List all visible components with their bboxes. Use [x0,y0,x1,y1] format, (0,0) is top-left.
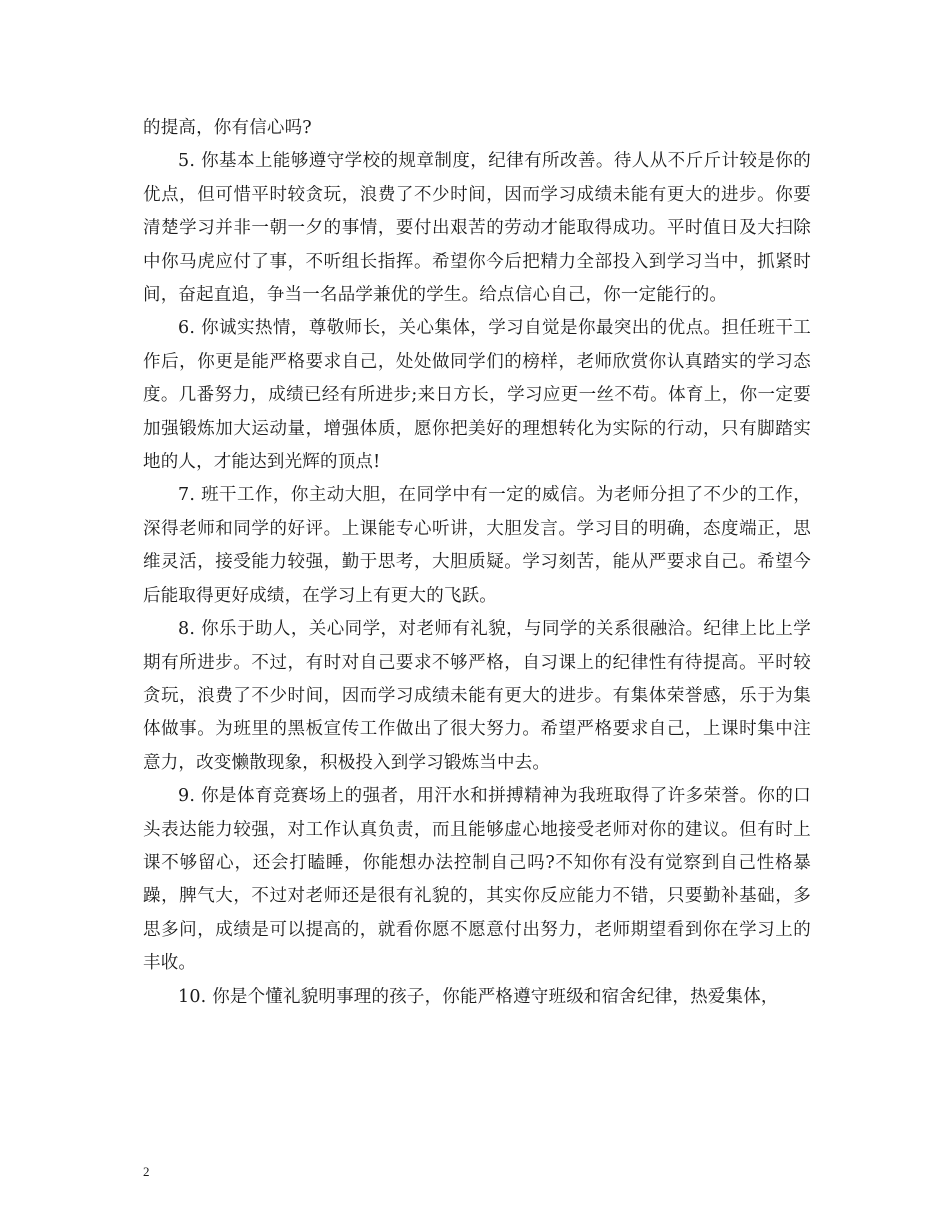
paragraph-item-8: 8. 你乐于助人，关心同学，对老师有礼貌，与同学的关系很融洽。纪律上比上学期有所进步。不过，有时对自己要求不够严格，自习课上的纪律性有待提高。平时较贪玩，浪费了不少时间，因而学习成绩未能有更大的进步。有集体荣誉感，乐于为集体做事。为班里的黑板宣传工作做出了很大努力。希望严格要求自己，上课时集中注意力，改变懒散现象，积极投入到学习锻炼当中去。 [143,619,811,773]
paragraph-item-6: 6. 你诚实热情，尊敬师长，关心集体，学习自觉是你最突出的优点。担任班干工作后，你更是能严格要求自己，处处做同学们的榜样，老师欣赏你认真踏实的学习态度。几番努力，成绩已经有所进步;来日方长，学习应更一丝不苟。体育上，你一定要加强锻炼加大运动量，增强体质，愿你把美好的理想转化为实际的行动，只有脚踏实地的人，才能达到光辉的顶点! [143,318,811,473]
paragraph-continuation: 的提高，你有信心吗? [143,118,312,138]
paragraph-item-10: 10. 你是个懂礼貌明事理的孩子，你能严格遵守班级和宿舍纪律，热爱集体， [178,986,779,1007]
paragraph-item-7: 7. 班干工作，你主动大胆，在同学中有一定的威信。为老师分担了不少的工作，深得老师和同学的好评。上课能专心听讲，大胆发言。学习目的明确，态度端正，思维灵活，接受能力较强，勤于思考，大胆质疑。学习刻苦，能从严要求自己。希望今后能取得更好成绩，在学习上有更大的飞跃。 [143,485,811,606]
document-body [143,112,811,1014]
paragraph-item-9: 9. 你是体育竞赛场上的强者，用汗水和拼搏精神为我班取得了许多荣誉。你的口头表达能力较强，对工作认真负责，而且能够虚心地接受老师对你的建议。但有时上课不够留心，还会打瞌睡，你能想办法控制自己吗?不知你有没有觉察到自己性格暴躁，脾气大，不过对老师还是很有礼貌的，其实你反应能力不错，只要勤补基础，多思多问，成绩是可以提高的，就看你愿不愿意付出努力，老师期望看到你在学习上的丰收。 [143,786,811,974]
paragraph-item-5: 5. 你基本上能够遵守学校的规章制度，纪律有所改善。待人从不斤斤计较是你的优点，但可惜平时较贪玩，浪费了不少时间，因而学习成绩未能有更大的进步。你要清楚学习并非一朝一夕的事情，要付出艰苦的劳动才能取得成功。平时值日及大扫除中你马虎应付了事，不听组长指挥。希望你今后把精力全部投入到学习当中，抓紧时间，奋起直追，争当一名品学兼优的学生。给点信心自己，你一定能行的。 [143,151,811,306]
page-number: 2 [143,1164,150,1179]
